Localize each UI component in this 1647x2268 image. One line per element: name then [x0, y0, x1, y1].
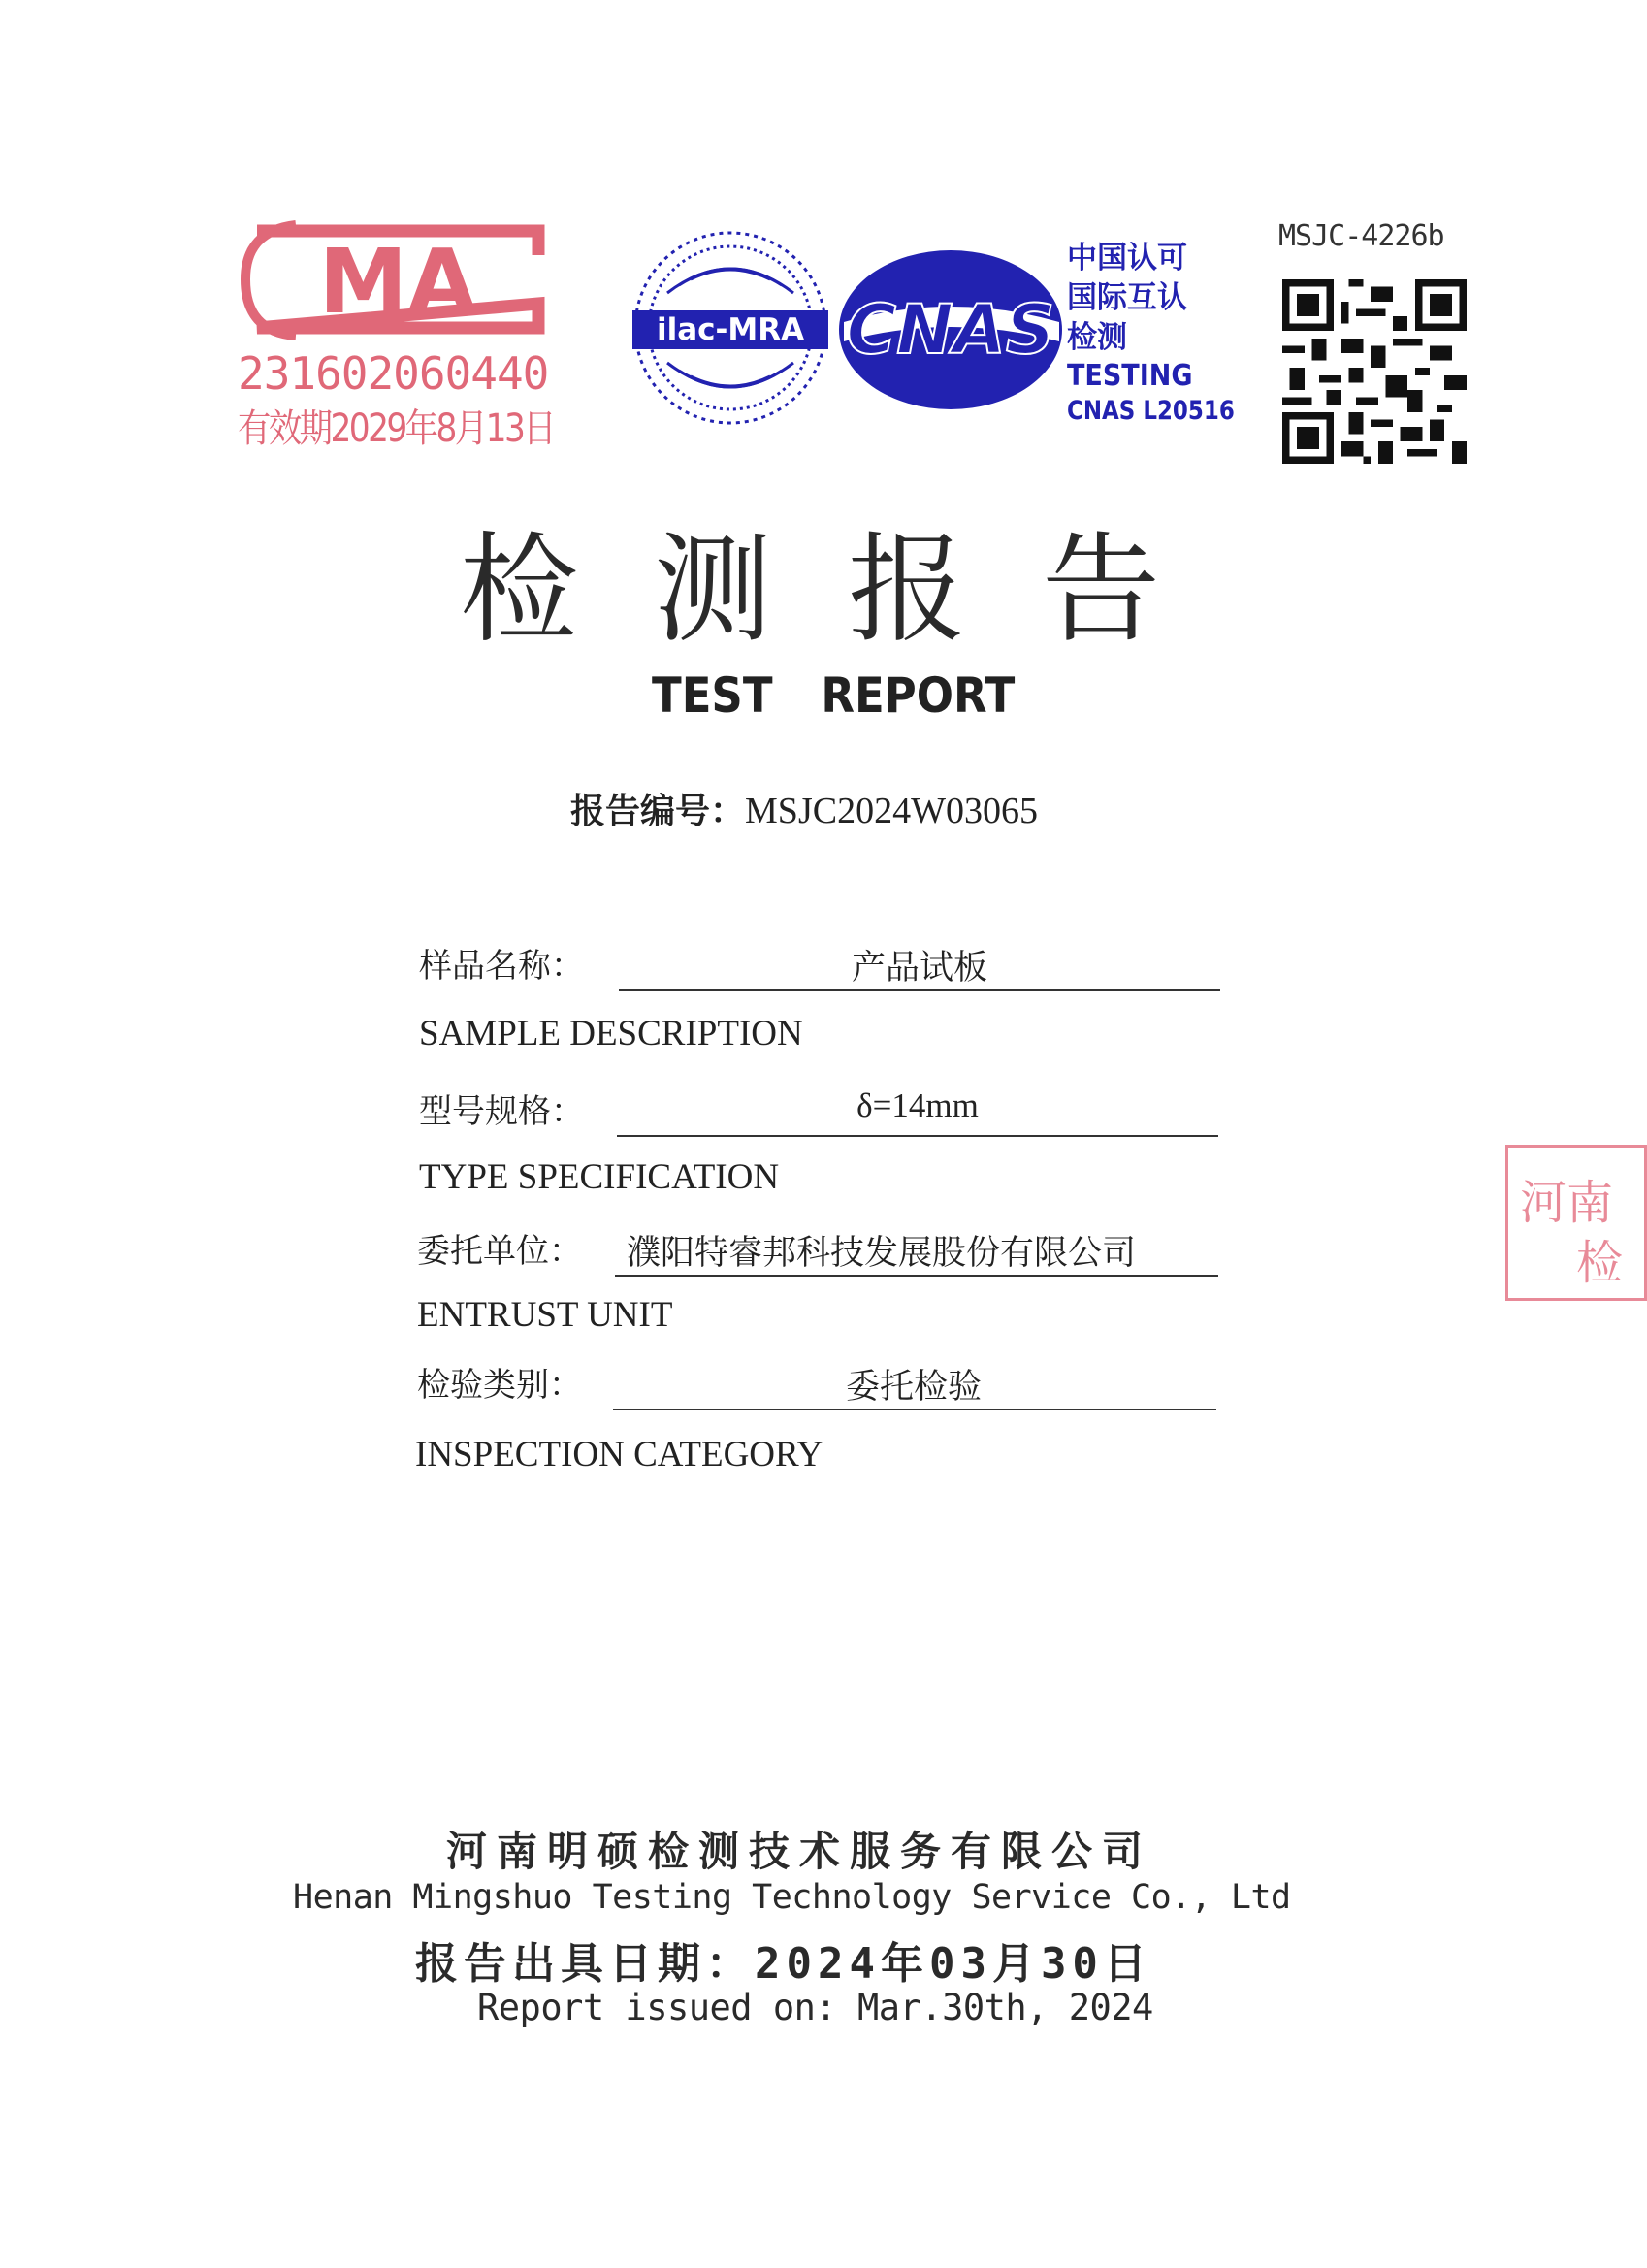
cma-number: 231602060440: [238, 347, 549, 400]
cnas-en-line1: TESTING: [1067, 359, 1193, 393]
report-number-label: 报告编号：: [570, 792, 746, 831]
qr-code-icon: [1282, 279, 1467, 464]
document-serial: MSJC-4226b: [1278, 219, 1444, 253]
report-number: [570, 784, 1038, 833]
sample-label-cn: 样品名称：: [419, 947, 584, 986]
sample-value: 产品试板: [851, 949, 987, 988]
cnas-accreditation-text: [1067, 239, 1264, 428]
edge-seal-text-2: 检: [1576, 1236, 1624, 1290]
cnas-cn-line1: 中国认可: [1067, 241, 1187, 275]
type-underline: [617, 1135, 1218, 1137]
cnas-logo-text: CNAS: [846, 290, 1055, 370]
inspection-underline: [613, 1409, 1216, 1410]
type-label-cn: 型号规格：: [419, 1092, 584, 1131]
cnas-logo: [834, 244, 1067, 414]
edge-seal-text-1: 河南: [1520, 1176, 1614, 1230]
inspection-label-en: INSPECTION CATEGORY: [415, 1435, 824, 1474]
edge-seal-stamp: [1505, 1145, 1647, 1301]
inspection-label-cn: 检验类别：: [417, 1366, 582, 1405]
entrust-label-en: ENTRUST UNIT: [417, 1295, 673, 1335]
entrust-value: 濮阳特睿邦科技发展股份有限公司: [627, 1234, 1137, 1273]
entrust-underline: [615, 1275, 1218, 1277]
type-value: δ=14mm: [856, 1086, 979, 1124]
ilac-mra-logo: [629, 225, 832, 431]
issue-date-en: Report issued on: Mar.30th, 2024: [477, 1987, 1153, 2028]
entrust-label-cn: 委托单位：: [417, 1232, 582, 1271]
issue-date-cn: 报告出具日期：2024年03月30日: [415, 1939, 1152, 1989]
company-name-en: Henan Mingshuo Testing Technology Service Co., Ltd: [293, 1878, 1291, 1917]
cnas-en-line2: CNAS L20516: [1067, 396, 1235, 426]
cnas-cn-line2: 国际互认: [1067, 280, 1187, 315]
page-title-cn: 检测报告: [460, 521, 1236, 659]
sample-label-en: SAMPLE DESCRIPTION: [419, 1014, 803, 1053]
inspection-value: 委托检验: [845, 1368, 982, 1407]
cnas-cn-line3: 检测: [1067, 320, 1127, 355]
page-title-en: TEST REPORT: [652, 667, 1016, 724]
cma-stamp: [238, 211, 558, 454]
cma-validity: 有效期2029年8月13日: [238, 406, 555, 451]
sample-underline: [619, 989, 1220, 991]
report-number-value: MSJC2024W03065: [745, 791, 1038, 831]
cma-logo-text: MA: [318, 230, 477, 334]
type-label-en: TYPE SPECIFICATION: [419, 1157, 780, 1197]
ilac-text: ilac-MRA: [656, 312, 805, 347]
company-name-cn: 河南明硕检测技术服务有限公司: [446, 1828, 1153, 1875]
cma-logo: [238, 211, 558, 347]
